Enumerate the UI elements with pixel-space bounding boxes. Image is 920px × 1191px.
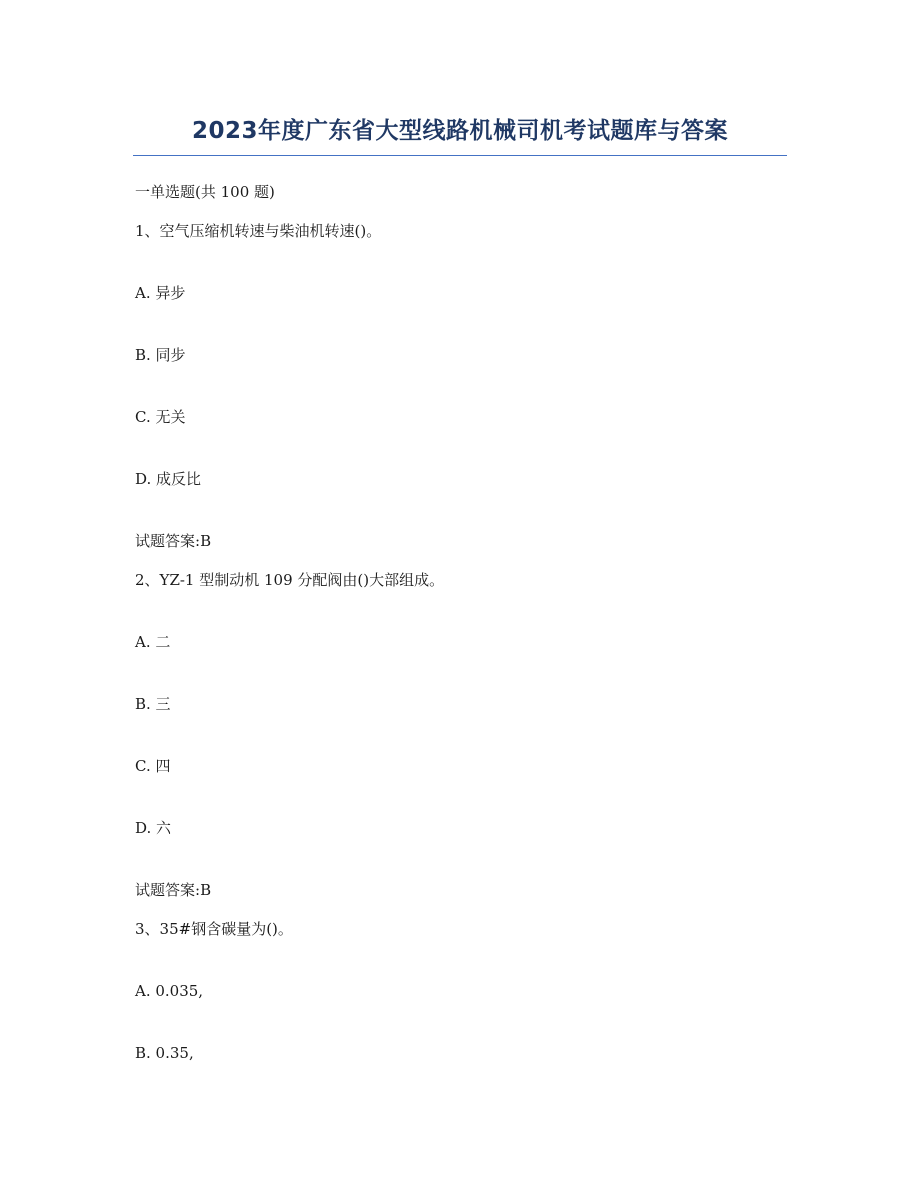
- question-1-option-c: C. 无关: [135, 408, 186, 426]
- question-1-option-a: A. 异步: [135, 284, 186, 302]
- question-2-option-c: C. 四: [135, 757, 171, 775]
- page-title: 2023年度广东省大型线路机械司机考试题库与答案: [191, 118, 728, 144]
- answer-label: 试题答案:: [135, 532, 201, 550]
- question-2-option-a: A. 二: [135, 633, 171, 651]
- question-1-option-d: D. 成反比: [135, 470, 202, 488]
- answer-value: B: [200, 881, 212, 899]
- question-1-option-b: B. 同步: [135, 346, 186, 364]
- section-heading: 一单选题(共 100 题): [135, 183, 275, 201]
- question-3-option-a: A. 0.035,: [135, 982, 204, 1000]
- question-2-stem: 2、YZ-1 型制动机 109 分配阀由()大部组成。: [135, 571, 445, 589]
- question-1-answer: [135, 530, 211, 552]
- question-2-option-d: D. 六: [135, 819, 172, 837]
- answer-value: B: [200, 532, 212, 550]
- question-2-option-b: B. 三: [135, 695, 171, 713]
- answer-label: 试题答案:: [135, 881, 201, 899]
- title-underline: [133, 155, 787, 156]
- question-3-option-b: B. 0.35,: [135, 1044, 194, 1062]
- question-3-stem: 3、35#钢含碳量为()。: [135, 920, 293, 938]
- question-1-stem: 1、空气压缩机转速与柴油机转速()。: [135, 222, 382, 240]
- question-2-answer: [135, 879, 211, 901]
